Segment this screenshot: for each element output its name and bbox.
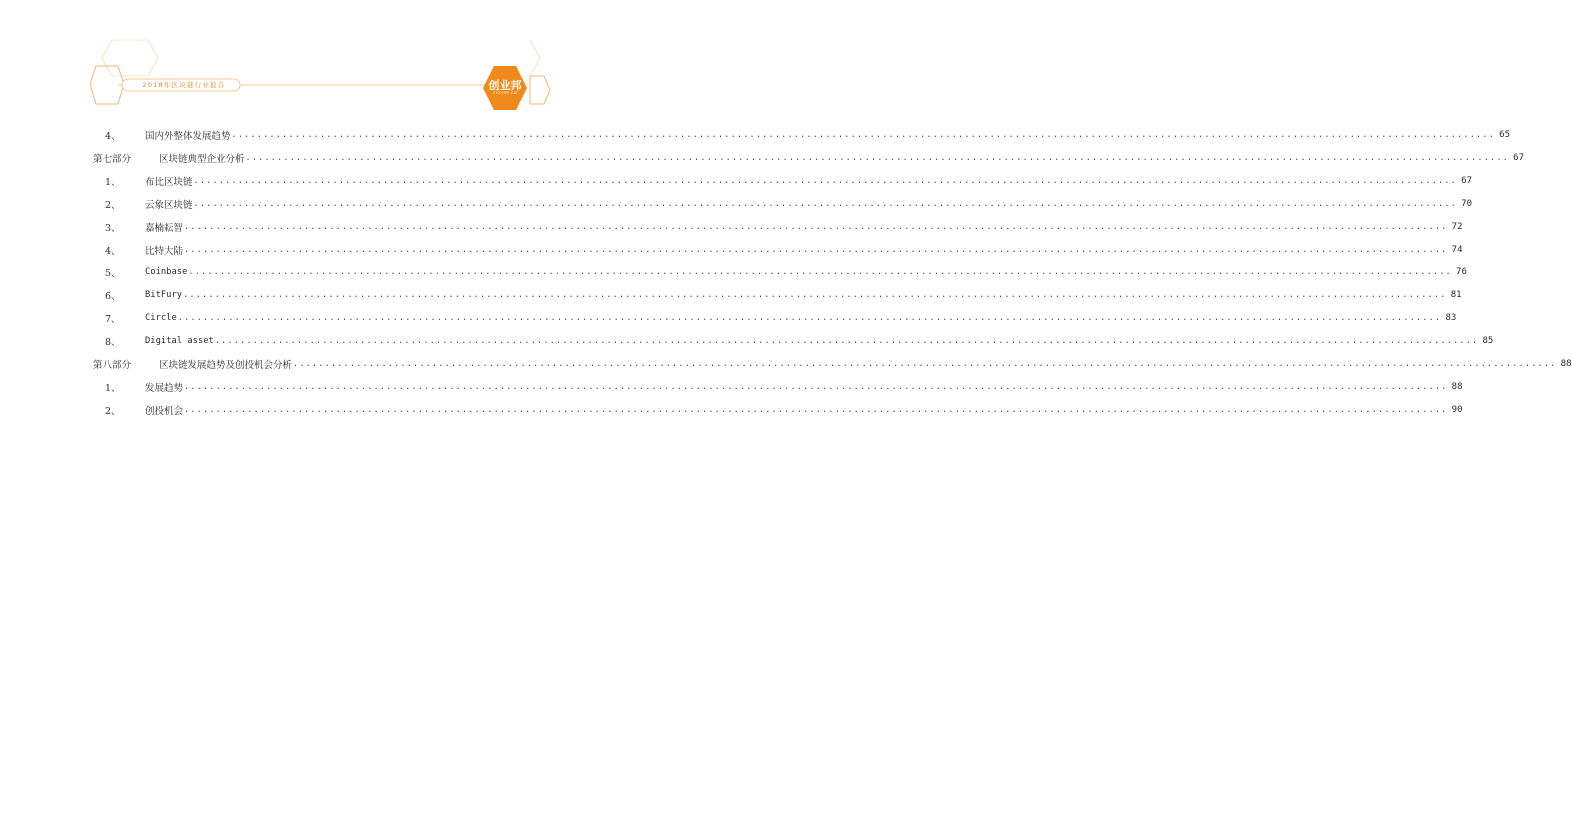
toc-dot-leader: ........................................................................................................................................................................................................ — [184, 381, 1448, 392]
toc-dot-leader: ........................................................................................................................................................................................................ — [184, 221, 1448, 232]
toc-entry-row[interactable] — [105, 217, 1463, 237]
toc-page-number: 88 — [1451, 381, 1463, 392]
toc-entry-title: 云象区块链 — [145, 199, 193, 211]
toc-page-number: 70 — [1461, 198, 1473, 209]
toc-dot-leader: ........................................................................................................................................................................................................ — [293, 359, 1557, 369]
toc-entry-title: 发展趋势 — [145, 382, 184, 394]
toc-page-number: 85 — [1482, 336, 1494, 347]
toc-part-row[interactable] — [93, 148, 1525, 168]
brand-name: 创业邦 — [488, 79, 522, 92]
toc-entry-number: 6、 — [105, 291, 121, 303]
toc-entry-row[interactable] — [105, 377, 1463, 397]
toc-entry-number: 第八部分 — [93, 360, 132, 371]
toc-entry-number: 2、 — [105, 405, 121, 417]
toc-entry-title: Coinbase — [145, 267, 188, 278]
toc-dot-leader: ........................................................................................................................................................................................................ — [214, 336, 1479, 347]
toc-page-number: 65 — [1499, 130, 1511, 140]
toc-entry-title: 嘉楠耘智 — [145, 222, 184, 234]
header-decoration — [0, 0, 637, 120]
toc-dot-leader: ........................................................................................................................................................................................................ — [231, 130, 1496, 140]
toc-entry-number: 1、 — [105, 176, 121, 188]
toc-entry-number: 5、 — [105, 268, 121, 280]
toc-entry-row[interactable] — [105, 125, 1511, 145]
toc-page-number: 88 — [1560, 359, 1572, 369]
toc-entry-title: BitFury — [145, 290, 183, 301]
toc-entry-row[interactable] — [105, 400, 1463, 420]
toc-entry-title: Digital asset — [145, 336, 214, 347]
toc-entry-number: 2、 — [105, 199, 121, 211]
toc-page-number: 72 — [1451, 221, 1463, 232]
toc-dot-leader: ........................................................................................................................................................................................................ — [193, 198, 1458, 209]
toc-entry-title: 区块链发展趋势及创投机会分析 — [159, 360, 293, 371]
toc-page-number: 81 — [1450, 290, 1462, 301]
report-title: 2018年区块链行业报告 — [142, 81, 226, 89]
toc-entry-title: 创投机会 — [145, 405, 184, 417]
toc-entry-row[interactable] — [105, 331, 1494, 351]
brand-logo — [484, 66, 526, 110]
toc-dot-leader: ........................................................................................................................................................................................................ — [177, 313, 1442, 324]
toc-entry-number: 1、 — [105, 382, 121, 394]
toc-page-number: 83 — [1445, 313, 1457, 324]
toc-entry-row[interactable] — [105, 285, 1462, 305]
toc-page-number: 74 — [1451, 244, 1463, 255]
toc-entry-title: 布比区块链 — [145, 176, 193, 188]
toc-entry-title: 国内外整体发展趋势 — [145, 131, 231, 142]
toc-dot-leader: ........................................................................................................................................................................................................ — [183, 290, 1447, 301]
toc-dot-leader: ........................................................................................................................................................................................................ — [193, 175, 1458, 186]
toc-page-number: 90 — [1451, 404, 1463, 415]
brand-subtitle: CYZONE.CN — [492, 91, 518, 95]
toc-dot-leader: ........................................................................................................................................................................................................ — [188, 267, 1452, 278]
toc-dot-leader: ........................................................................................................................................................................................................ — [184, 404, 1448, 415]
toc-entry-row[interactable] — [105, 308, 1457, 328]
toc-page-number: 67 — [1513, 152, 1525, 163]
toc-page-number: 76 — [1456, 267, 1467, 278]
toc-entry-row[interactable] — [105, 171, 1473, 191]
toc-entry-number: 4、 — [105, 131, 121, 142]
page-header — [0, 0, 637, 120]
toc-entry-title: Circle — [145, 313, 177, 324]
toc-entry-number: 8、 — [105, 337, 121, 349]
toc-entry-title: 比特大陆 — [145, 245, 184, 257]
toc-entry-number: 7、 — [105, 314, 121, 326]
toc-entry-row[interactable] — [105, 194, 1473, 214]
toc-entry-number: 3、 — [105, 222, 121, 234]
toc-page-number: 67 — [1461, 175, 1473, 186]
toc-entry-title: 区块链典型企业分析 — [159, 153, 245, 165]
toc-part-row[interactable] — [93, 354, 1572, 374]
toc-dot-leader: ........................................................................................................................................................................................................ — [184, 244, 1448, 255]
toc-entry-row[interactable] — [105, 262, 1467, 282]
toc-entry-row[interactable] — [105, 240, 1463, 260]
toc-dot-leader: ........................................................................................................................................................................................................ — [245, 152, 1510, 163]
toc-entry-number: 第七部分 — [93, 153, 132, 165]
toc-entry-number: 4、 — [105, 245, 121, 257]
